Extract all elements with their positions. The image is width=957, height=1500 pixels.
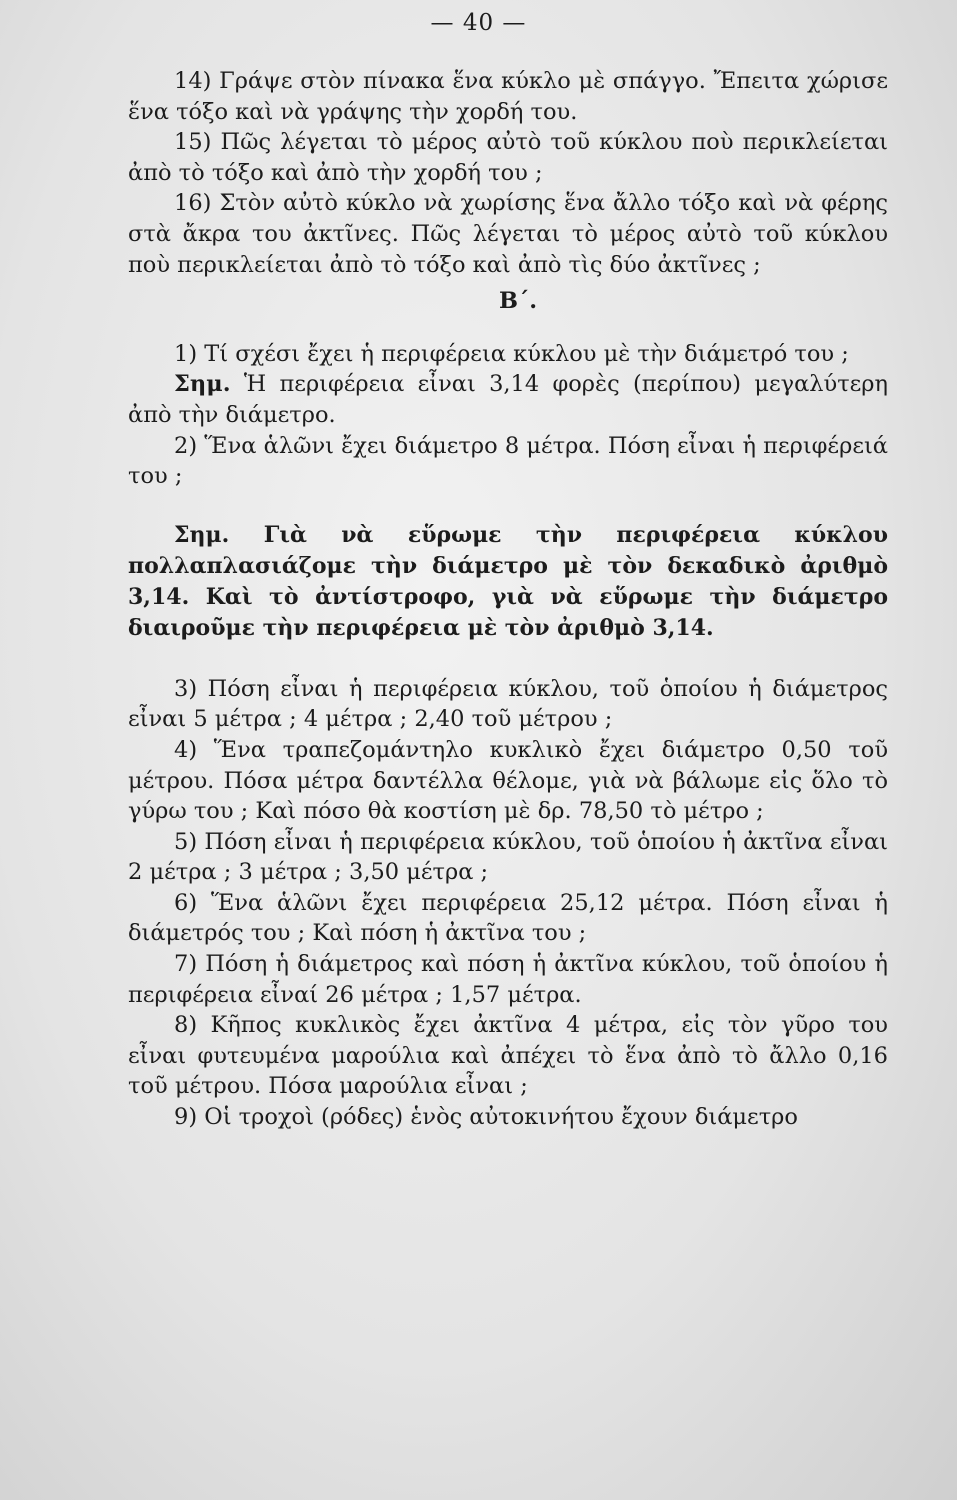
note-2-label: Σημ.	[174, 521, 230, 548]
note-1	[128, 369, 888, 430]
exercise-5: 5) Πόση εἶναι ἡ περιφέρεια κύκλου, τοῦ ὁποίου ἡ ἀκτῖνα εἶναι 2 μέτρα ; 3 μέτρα ; 3,50 μέτρα ;	[128, 828, 888, 886]
note-1-text: Ἡ περιφέρεια εἶναι 3,14 φορὲς (περίπου) μεγαλύτερη ἀπὸ τὴν διάμετρο.	[128, 371, 889, 428]
page-body	[128, 66, 888, 1133]
question-2: 2) Ἕνα ἁλῶνι ἔχει διάμετρο 8 μέτρα. Πόση εἶναι ἡ περιφέρειά του ;	[128, 432, 888, 490]
exercise-4: 4) Ἕνα τραπεζομάντηλο κυκλικὸ ἔχει διάμετρο 0,50 τοῦ μέτρου. Πόσα μέτρα δαντέλλα θέλομε, γιὰ νὰ βάλωμε εἰς ὅλο τὸ γύρω του ; Καὶ πόσο θὰ κοστίση μὲ δρ. 78,50 τὸ μέτρο ;	[128, 736, 888, 825]
question-1: 1) Τί σχέσι ἔχει ἡ περιφέρεια κύκλου μὲ τὴν διάμετρό του ;	[174, 340, 849, 367]
section-heading: Β΄.	[498, 288, 538, 315]
exercise-16: 16) Στὸν αὐτὸ κύκλο νὰ χωρίσης ἕνα ἄλλο τόξο καὶ νὰ φέρης στὰ ἄκρα του ἀκτῖνες. Πῶς λέγεται τὸ μέρος αὐτὸ τοῦ κύκλου ποὺ περικλείεται ἀπὸ τὸ τόξο καὶ ἀπὸ τὶς δύο ἀκτῖνες ;	[128, 190, 888, 278]
exercise-3: 3) Πόση εἶναι ἡ περιφέρεια κύκλου, τοῦ ὁποίου ἡ διάμετρος εἶναι 5 μέτρα ; 4 μέτρα ; 2,40 τοῦ μέτρου ;	[128, 675, 888, 733]
exercise-14: 14) Γράψε στὸν πίνακα ἕνα κύκλο μὲ σπάγγο. Ἔπειτα χώρισε ἕνα τόξο καὶ νὰ γράψης τὴν χορδή του.	[128, 68, 888, 125]
exercise-9: 9) Οἱ τροχοὶ (ρόδες) ἑνὸς αὐτοκινήτου ἔχουν διάμετρο	[174, 1104, 798, 1131]
note-2	[128, 520, 888, 644]
exercise-6: 6) Ἕνα ἁλῶνι ἔχει περιφέρεια 25,12 μέτρα. Πόση εἶναι ἡ διάμετρός του ; Καὶ πόση ἡ ἀκτῖνα του ;	[128, 889, 888, 947]
exercise-15: 15) Πῶς λέγεται τὸ μέρος αὐτὸ τοῦ κύκλου ποὺ περικλείεται ἀπὸ τὸ τόξο καὶ ἀπὸ τὴν χορδή του ;	[128, 129, 888, 186]
page-number: — 40 —	[430, 10, 527, 36]
exercise-8: 8) Κῆπος κυκλικὸς ἔχει ἀκτῖνα 4 μέτρα, εἰς τὸν γῦρο του εἶναι φυτευμένα μαρούλια καὶ ἀπέχει τὸ ἕνα ἀπὸ τὸ ἄλλο 0,16 τοῦ μέτρου. Πόσα μαρούλια εἶναι ;	[128, 1012, 888, 1100]
note-2-text: Γιὰ νὰ εὕρωμε τὴν περιφέρεια κύκλου πολλαπλασιάζομε τὴν διάμετρο μὲ τὸν δεκαδικὸ ἀριθμὸ 3,14. Καὶ τὸ ἀντίστροφο, γιὰ νὰ εὕρωμε τὴν διάμετρο διαιροῦμε τὴν περιφέρεια μὲ τὸν ἀριθμὸ 3,14.	[128, 521, 888, 641]
exercise-7: 7) Πόση ἡ διάμετρος καὶ πόση ἡ ἀκτῖνα κύκλου, τοῦ ὁποίου ἡ περιφέρεια εἶναί 26 μέτρα ; 1,57 μέτρα.	[128, 951, 888, 1008]
note-1-label: Σημ.	[174, 371, 231, 398]
